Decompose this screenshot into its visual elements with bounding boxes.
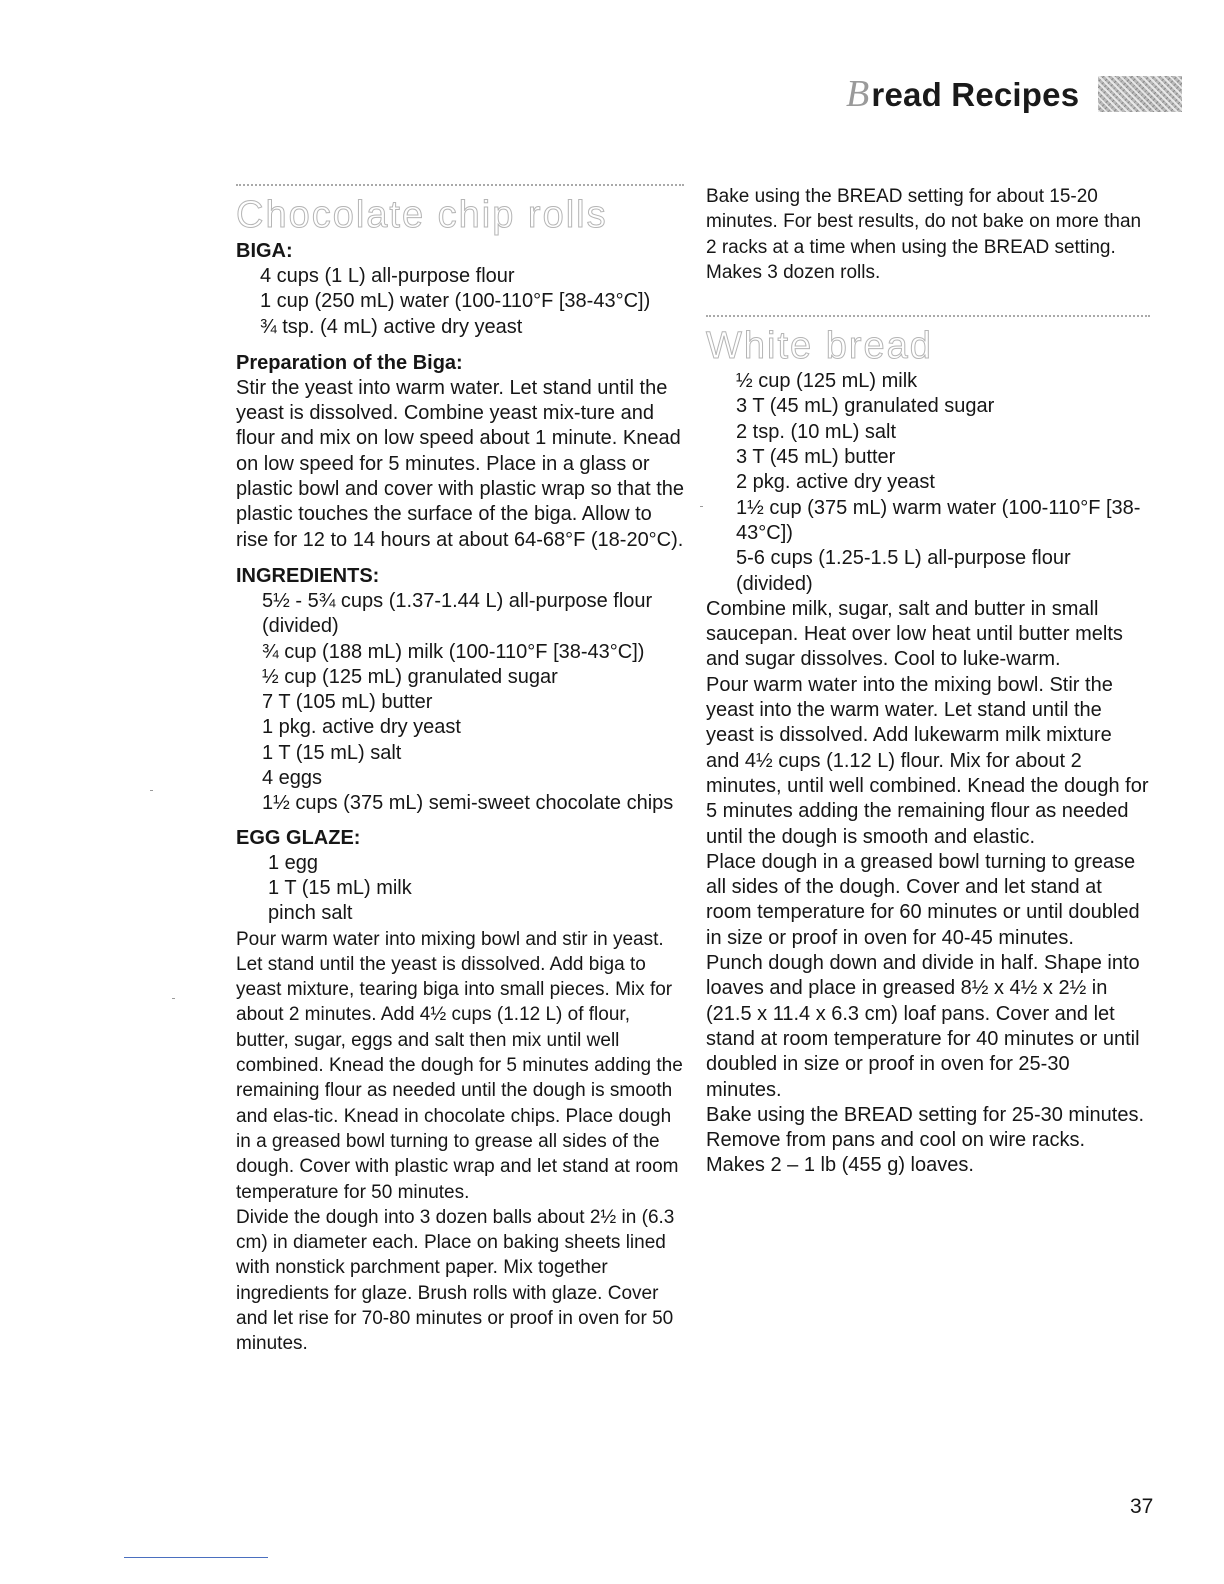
method-paragraph: Punch dough down and divide in half. Shape into loaves and place in greased 8½ x 4½ x 2½ in (21.5 x 11.4 x 6.3 cm) loaf pans. Cover and let stand at room temperature for 40 minutes or until doubled in size or proof in oven for 25-30 minutes. [706, 952, 1140, 1101]
list-item: 1 cup (250 mL) water (100-110°F [38-43°C]) [260, 290, 651, 313]
biga-preparation-text: Stir the yeast into warm water. Let stand until the yeast is dissolved. Combine yeast mix-ture and flour and mix on low speed about 1 minute. Knead on low speed for 5 minutes. Place in a glass or plastic bowl and cover with plastic wrap so that the plastic touches the surface of the biga. Allow to rise for 12 to 14 hours at about 64-68°F (18-20°C). [236, 376, 684, 551]
list-item: 1 egg [268, 851, 319, 874]
list-item: 4 cups (1 L) all-purpose flour [260, 265, 515, 287]
method-paragraph: Pour warm water into the mixing bowl. Stir the yeast into the warm water. Let stand until the yeast is dissolved. Add lukewarm milk mixture and 4½ cups (1.12 L) flour. Mix for about 2 minutes, until well combined. Knead the dough for 5 minutes adding the remaining flour as needed until the dough is smooth and elastic. [706, 673, 1149, 848]
list-item: ½ cup (125 mL) milk [736, 370, 918, 393]
list-item: 7 T (105 mL) butter [262, 691, 433, 714]
recipe-title-chocolate-chip-rolls: Chocolate chip rolls [236, 194, 608, 236]
header-pattern-tab [1098, 76, 1182, 112]
section-header-title [846, 72, 1079, 116]
list-item: 5½ - 5¾ cups (1.37-1.44 L) all-purpose flour (divided) [262, 589, 653, 638]
header-title-text: read Recipes [871, 76, 1080, 113]
section-divider [236, 184, 684, 186]
section-divider [706, 315, 1150, 317]
right-column [706, 184, 1150, 1179]
list-item: 1 T (15 mL) salt [262, 741, 402, 764]
page-number: 37 [1130, 1495, 1154, 1518]
list-item: 3 T (45 mL) granulated sugar [736, 395, 995, 418]
footnote-divider [124, 1557, 268, 1558]
method-paragraph: Pour warm water into mixing bowl and stir in yeast. Let stand until the yeast is dissolved. Add biga to yeast mixture, tearing biga into small pieces. Mix for about 2 minutes. Add 4½ cups (1.12 L) of flour, butter, sugar, eggs and salt then mix until well combined. Knead the dough for 5 minutes adding the remaining flour as needed until the dough is smooth and elas-tic. Knead in chocolate chips. Place dough in a greased bowl turning to grease all sides of the dough. Cover with plastic wrap and let stand at room temperature for 50 minutes. [236, 928, 683, 1203]
recipe-title-white-bread: White bread [706, 325, 933, 368]
list-item: 5-6 cups (1.25-1.5 L) all-purpose flour (divided) [736, 547, 1071, 595]
method-paragraph: Divide the dough into 3 dozen balls about 2½ in (6.3 cm) in diameter each. Place on baking sheets lined with nonstick parchment paper. Mix together ingredients for glaze. Brush rolls with glaze. Cover and let rise for 70-80 minutes or proof in oven for 50 minutes. [236, 1206, 675, 1355]
method-paragraph: Bake using the BREAD setting for 25-30 minutes. Remove from pans and cool on wire racks. [706, 1103, 1145, 1152]
list-item: 3 T (45 mL) butter [736, 446, 896, 469]
list-item: 4 eggs [262, 767, 323, 790]
yield-text: Makes 2 – 1 lb (455 g) loaves. [706, 1154, 974, 1177]
margin-mark [172, 998, 175, 999]
yield-text: Makes 3 dozen rolls. [706, 261, 881, 283]
header-drop-cap: B [846, 73, 870, 115]
list-item: 2 pkg. active dry yeast [736, 471, 935, 494]
list-item: 1 T (15 mL) milk [268, 876, 412, 899]
egg-glaze-label: EGG GLAZE: [236, 826, 361, 849]
list-item: pinch salt [268, 902, 353, 925]
bake-instructions: Bake using the BREAD setting for about 15-20 minutes. For best results, do not bake on more than 2 racks at a time when using the BREAD setting. [706, 186, 1142, 258]
method-paragraph: Place dough in a greased bowl turning to grease all sides of the dough. Cover and let stand at room temperature for 60 minutes or until doubled in size or proof in oven for 40-45 minutes. [706, 850, 1140, 949]
ingredient-list [262, 589, 684, 817]
biga-label: BIGA: [236, 240, 293, 262]
list-item: 1½ cups (375 mL) semi-sweet chocolate chips [262, 792, 674, 815]
margin-mark [700, 506, 703, 507]
list-item: 2 tsp. (10 mL) salt [736, 420, 897, 443]
list-item: 1½ cup (375 mL) warm water (100-110°F [38-43°C]) [736, 496, 1141, 544]
list-item: ¾ tsp. (4 mL) active dry yeast [260, 315, 523, 338]
list-item: ¾ cup (188 mL) milk (100-110°F [38-43°C]) [262, 640, 645, 663]
biga-preparation-label: Preparation of the Biga: [236, 351, 463, 374]
list-item: 1 pkg. active dry yeast [262, 716, 461, 739]
left-column [236, 184, 684, 1357]
egg-glaze-list [268, 851, 684, 927]
list-item: ½ cup (125 mL) granulated sugar [262, 665, 558, 688]
margin-mark [150, 790, 153, 791]
biga-ingredient-list [260, 264, 684, 340]
white-bread-ingredient-list [736, 369, 1150, 597]
ingredients-label: INGREDIENTS: [236, 564, 380, 587]
method-paragraph: Combine milk, sugar, salt and butter in small saucepan. Heat over low heat until butter melts and sugar dissolves. Cool to luke-warm. [706, 597, 1123, 671]
